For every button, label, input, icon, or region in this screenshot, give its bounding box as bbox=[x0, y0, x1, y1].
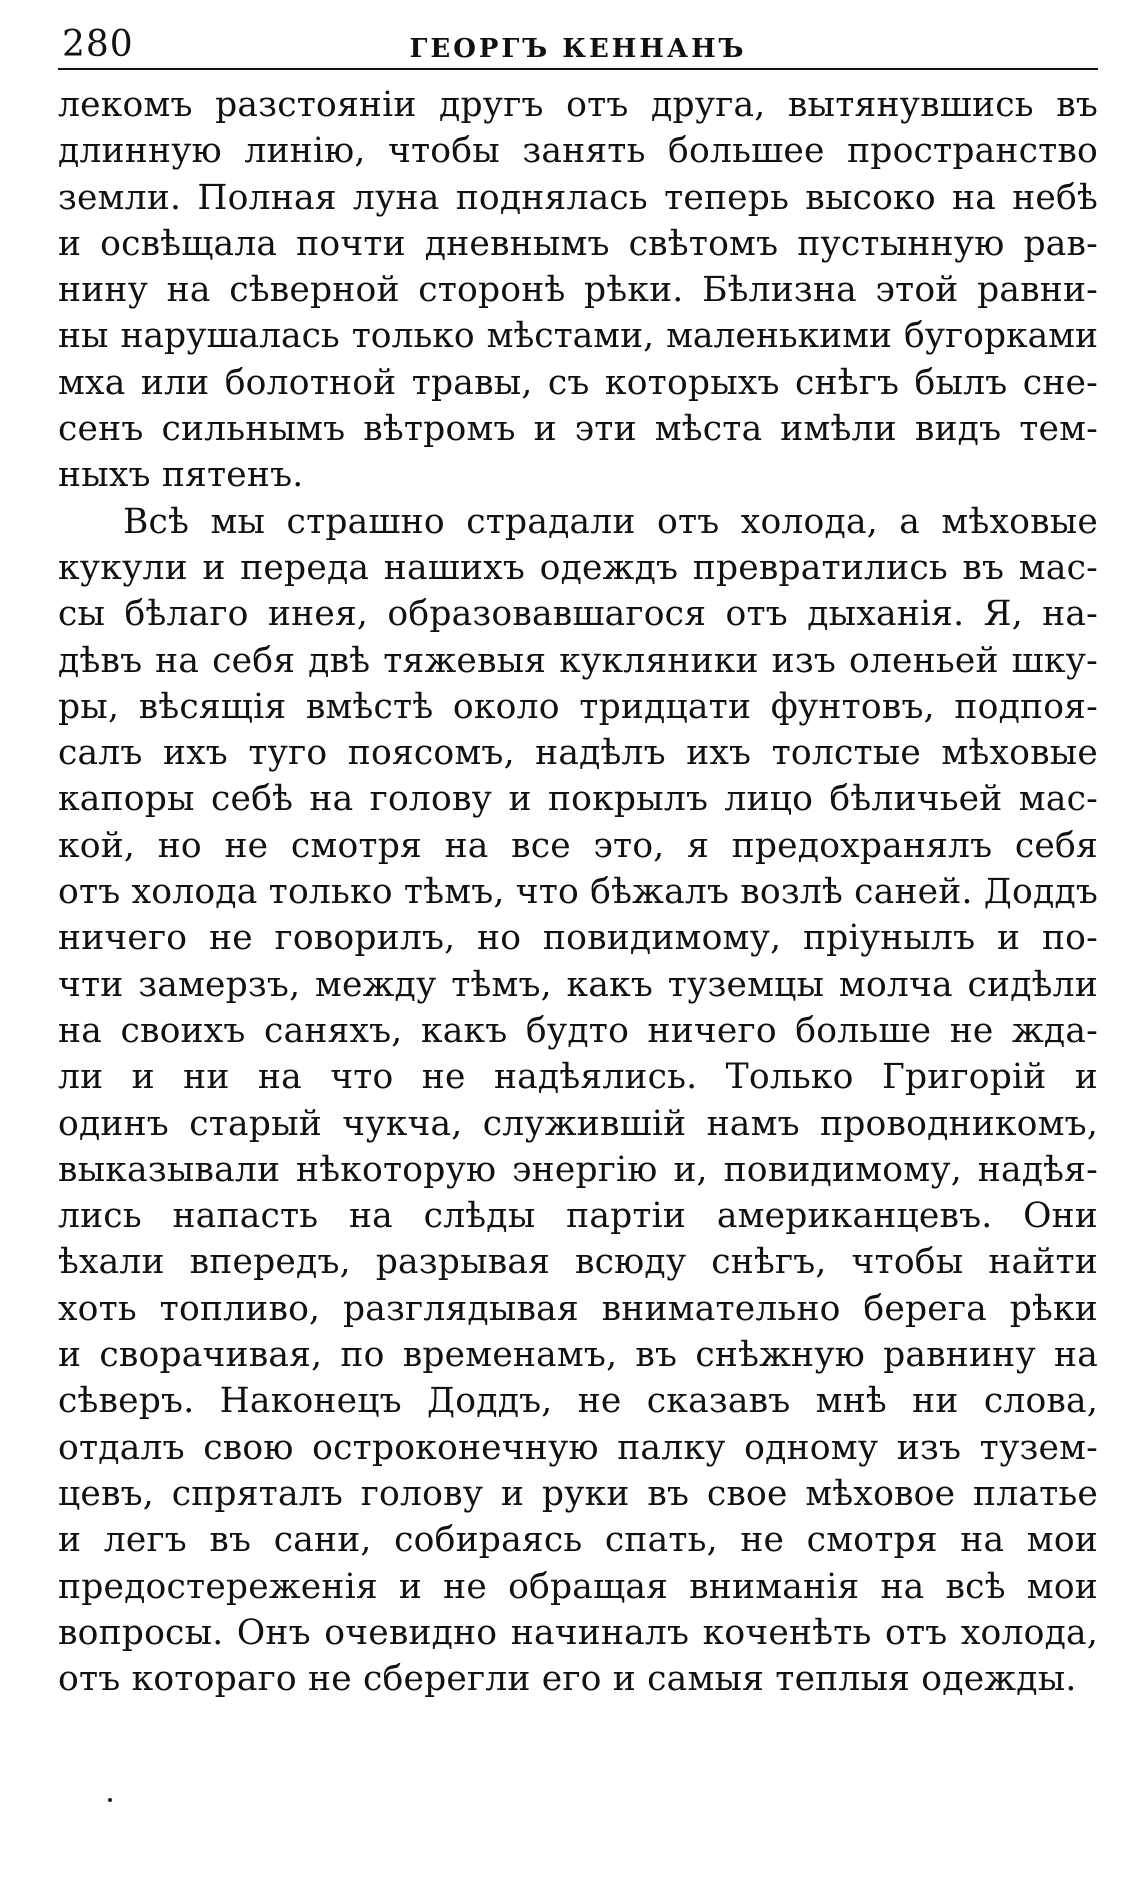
text-line: сы бѣлаго инея, образовавшагося отъ дыханія. Я, на- bbox=[58, 594, 1098, 635]
text-line: сенъ сильнымъ вѣтромъ и эти мѣста имѣли видъ тем- bbox=[58, 409, 1098, 450]
text-line: на своихъ саняхъ, какъ будто ничего больше не жда- bbox=[58, 1010, 1098, 1051]
text-line: отъ холода только тѣмъ, что бѣжалъ возлѣ саней. Доддъ bbox=[58, 872, 1099, 913]
page-number: 280 bbox=[62, 24, 134, 65]
text-line: Всѣ мы страшно страдали отъ холода, а мѣховые bbox=[123, 501, 1098, 542]
text-line: ничего не говорилъ, но повидимому, пріунылъ и по- bbox=[58, 918, 1098, 959]
body-text bbox=[58, 82, 1098, 1702]
text-line: сѣверъ. Наконецъ Доддъ, не сказавъ мнѣ ни слова, bbox=[58, 1381, 1098, 1422]
text-line: ры, вѣсящія вмѣстѣ около тридцати фунтовъ, подпоя- bbox=[58, 686, 1098, 727]
paragraph bbox=[58, 499, 1098, 1703]
text-line: одинъ старый чукча, служившій намъ проводникомъ, bbox=[58, 1103, 1098, 1144]
stray-ink-dot bbox=[108, 1798, 112, 1802]
running-title: ГЕОРГЪ КЕННАНЪ bbox=[409, 34, 747, 64]
text-line: лись напасть на слѣды партіи американцевъ. Они bbox=[58, 1196, 1098, 1237]
text-line: лекомъ разстояніи другъ отъ друга, вытянувшись въ bbox=[58, 85, 1098, 125]
text-line: выказывали нѣкоторую энергію и, повидимому, надѣя- bbox=[58, 1149, 1098, 1190]
text-line: дѣвъ на себя двѣ тяжевыя кукляники изъ оленьей шку- bbox=[58, 640, 1098, 681]
text-line: и легъ въ сани, собираясь спать, не смотря на мои bbox=[58, 1520, 1098, 1561]
text-line: хоть топливо, разглядывая внимательно берега рѣки bbox=[58, 1288, 1098, 1329]
text-line: предостереженія и не обращая вниманія на всѣ мои bbox=[58, 1566, 1098, 1607]
text-line: ны нарушалась только мѣстами, маленькими бугорками bbox=[58, 316, 1098, 357]
text-line: вопросы. Онъ очевидно начиналъ коченѣть отъ холода, bbox=[58, 1612, 1098, 1653]
text-line: чти замерзъ, между тѣмъ, какъ туземцы молча сидѣли bbox=[58, 964, 1098, 1005]
text-line: ныхъ пятенъ. bbox=[58, 455, 304, 496]
paragraph bbox=[58, 82, 1098, 499]
running-head bbox=[58, 22, 1098, 70]
text-line: ли и ни на что не надѣялись. Только Григорій и bbox=[58, 1057, 1098, 1098]
text-line: ѣхали впередъ, разрывая всюду снѣгъ, чтобы найти bbox=[58, 1242, 1098, 1283]
text-line: и сворачивая, по временамъ, въ снѣжную равнину на bbox=[58, 1335, 1098, 1376]
text-line: отдалъ свою остроконечную палку одному изъ тузем- bbox=[58, 1427, 1098, 1468]
text-line: кукули и передa нашихъ одеждъ превратились въ мас- bbox=[58, 547, 1098, 588]
text-line: кой, но не смотря на все это, я предохранялъ себя bbox=[58, 825, 1098, 866]
text-line: цевъ, спряталъ голову и руки въ свое мѣховое платье bbox=[58, 1473, 1098, 1514]
text-line: длинную линію, чтобы занять большее пространство bbox=[58, 131, 1098, 172]
book-page bbox=[58, 22, 1098, 1702]
text-line: отъ котораго не сберегли его и самыя теплыя одежды. bbox=[58, 1659, 1077, 1700]
text-line: земли. Полная луна поднялась теперь высоко на небѣ bbox=[58, 177, 1098, 218]
text-line: мха или болотной травы, съ которыхъ снѣгъ былъ сне- bbox=[58, 362, 1098, 403]
text-line: и освѣщала почти дневнымъ свѣтомъ пустынную рав- bbox=[58, 223, 1098, 264]
text-line: нину на сѣверной сторонѣ рѣки. Бѣлизна этой равни- bbox=[58, 270, 1098, 311]
text-line: капоры себѣ на голову и покрылъ лицо бѣличьей мас- bbox=[58, 779, 1098, 820]
text-line: салъ ихъ туго поясомъ, надѣлъ ихъ толстые мѣховые bbox=[58, 733, 1098, 774]
